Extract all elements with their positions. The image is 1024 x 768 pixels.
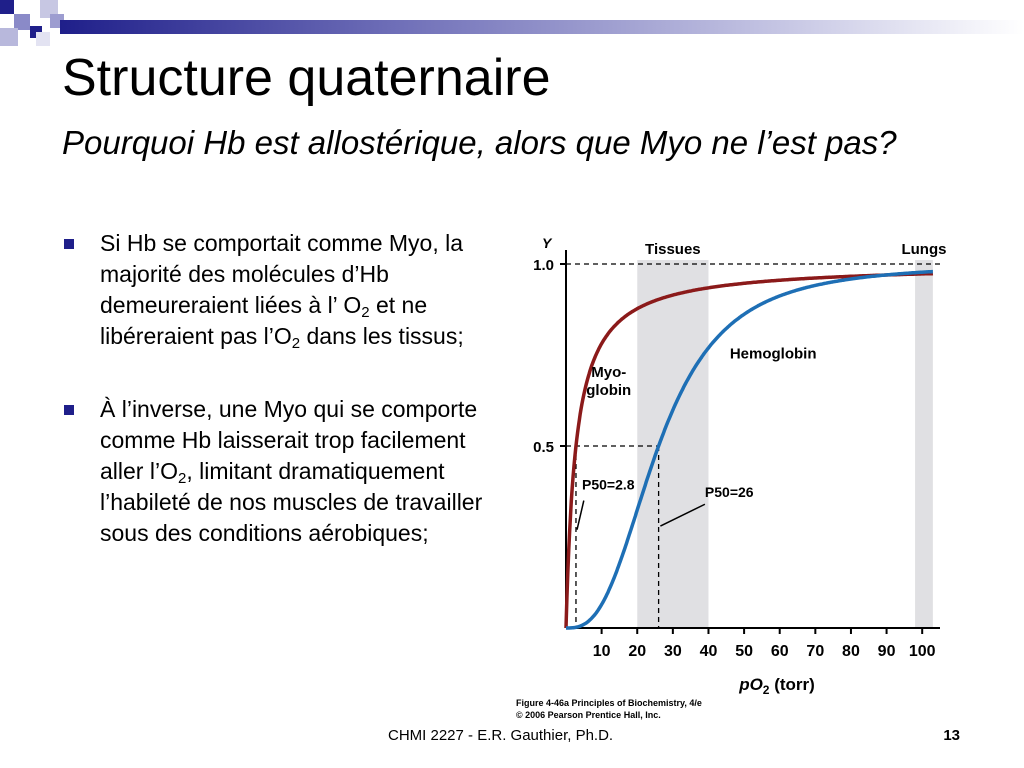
x-tick-label: 30 xyxy=(663,643,682,660)
x-tick-label: 90 xyxy=(877,643,896,660)
subscript: 2 xyxy=(177,470,187,487)
curve-hemoglobin xyxy=(566,272,933,628)
oxygen-binding-chart xyxy=(510,228,970,728)
slide-subtitle: Pourquoi Hb est allostérique, alors que Myo ne l’est pas? xyxy=(62,124,897,161)
bullet-text: Si Hb se comportait comme Myo, la majorité des molécules d’Hb demeureraient liées à l’ O xyxy=(100,230,464,318)
header-gradient-bar xyxy=(60,20,1024,34)
region-label-lungs: Lungs xyxy=(901,241,947,258)
slide-title: Structure quaternaire xyxy=(62,49,551,107)
x-tick-label: 40 xyxy=(699,643,718,660)
bullet-square-icon xyxy=(64,239,74,249)
bullet-item xyxy=(64,394,504,549)
series-label-hemoglobin: Hemoglobin xyxy=(729,345,817,363)
series-label-myoglobin-line2: globin xyxy=(586,382,632,400)
page-number: 13 xyxy=(943,727,960,744)
x-tick-label: 100 xyxy=(908,643,936,660)
decorative-square xyxy=(36,32,50,46)
bullet-list xyxy=(64,228,504,591)
x-tick-label: 60 xyxy=(770,643,789,660)
subscript: 2 xyxy=(291,335,301,352)
bullet-item xyxy=(64,228,504,352)
x-tick-label: 10 xyxy=(592,643,611,660)
oxygen-binding-figure xyxy=(510,228,970,728)
y-axis-label: Y xyxy=(542,235,552,251)
footer-text: CHMI 2227 - E.R. Gauthier, Ph.D. xyxy=(388,727,614,744)
bullet-text: et ne libéreraient pas l’O xyxy=(100,292,428,349)
x-tick-label: 70 xyxy=(806,643,825,660)
series-label-myoglobin-line1: Myo- xyxy=(591,363,627,381)
figure-credit-line1: Figure 4-46a Principles of Biochemistry, 4/e xyxy=(516,698,702,708)
bullet-text: , limitant dramatiquement l’habileté de nos muscles de travailler sous des conditions aérobiques; xyxy=(100,458,483,546)
x-tick-label: 20 xyxy=(628,643,647,660)
region-band-lungs xyxy=(915,260,933,628)
p50-label-hemoglobin: P50=26 xyxy=(704,483,754,500)
p50-pointer-myoglobin xyxy=(577,501,584,530)
bullet-text: À l’inverse, une Myo qui se comporte comme Hb laisserait trop facilement aller l’O xyxy=(100,396,478,484)
figure-credit-line2: © 2006 Pearson Prentice Hall, Inc. xyxy=(516,710,661,720)
x-tick-label: 80 xyxy=(842,643,860,660)
curve-myo-globin xyxy=(566,274,933,628)
x-tick-label: 50 xyxy=(735,643,753,660)
decorative-square xyxy=(0,28,18,46)
y-tick-label: 1.0 xyxy=(533,257,554,274)
p50-label-myoglobin: P50=2.8 xyxy=(582,476,635,493)
subscript: 2 xyxy=(361,304,370,321)
bullet-text: dans les tissus; xyxy=(300,323,464,349)
region-label-tissues: Tissues xyxy=(645,241,701,258)
y-tick-label: 0.5 xyxy=(533,439,554,456)
x-axis-label: $pO_2$ (torr) xyxy=(739,675,815,697)
region-band-tissues xyxy=(637,260,708,628)
decorative-square xyxy=(0,0,14,14)
bullet-square-icon xyxy=(64,405,74,415)
